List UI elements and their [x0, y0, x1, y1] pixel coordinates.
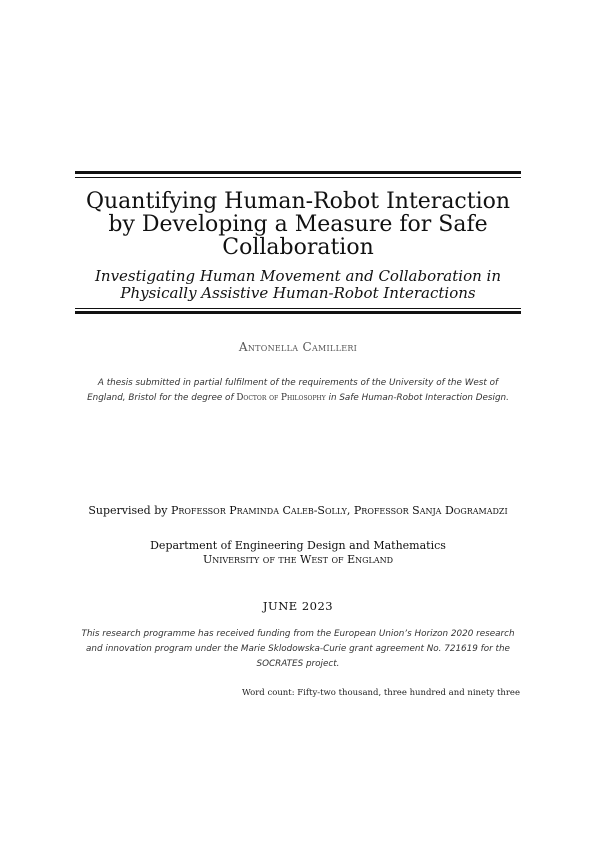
top-rule-thick [75, 171, 521, 174]
bottom-rule-thick [75, 311, 521, 314]
affiliation [80, 539, 516, 567]
funding-statement: This research programme has received funding from the European Union’s Horizon 2020 research and innovation program under the Marie Sklodowska-Curie grant agreement No. 721619 for the SOCRATES project. [81, 629, 515, 669]
statement-text-after: in Safe Human-Robot Interaction Design. [325, 393, 509, 403]
word-count: Word count: Fifty-two thousand, three hundred and ninety three [241, 688, 520, 698]
supervision-line [80, 504, 516, 518]
supervisor-names: Professor Praminda Caleb-Solly, Professor Sanja Dogramadzi [170, 504, 508, 517]
top-rule-thin [75, 177, 521, 178]
supervision-prefix: Supervised by [88, 504, 171, 517]
thesis-subtitle: Investigating Human Movement and Collaboration in Physically Assistive Human-Robot Interactions [94, 267, 501, 302]
degree-name: Doctor of Philosophy [236, 393, 326, 403]
author-name: Antonella Camilleri [238, 340, 358, 354]
department-name: Department of Engineering Design and Mathematics [150, 539, 446, 552]
statement-text-before: A thesis submitted in partial fulfilment of the requirements of the University of the West of England, Bristol for the degree of [87, 378, 499, 403]
bottom-rule-thin [75, 308, 521, 309]
university-name: University of the West of England [202, 553, 394, 566]
thesis-title: Quantifying Human-Robot Interaction by Developing a Measure for Safe Collaboration [85, 189, 511, 260]
thesis-statement [84, 376, 512, 406]
submission-date: JUNE 2023 [262, 599, 334, 613]
